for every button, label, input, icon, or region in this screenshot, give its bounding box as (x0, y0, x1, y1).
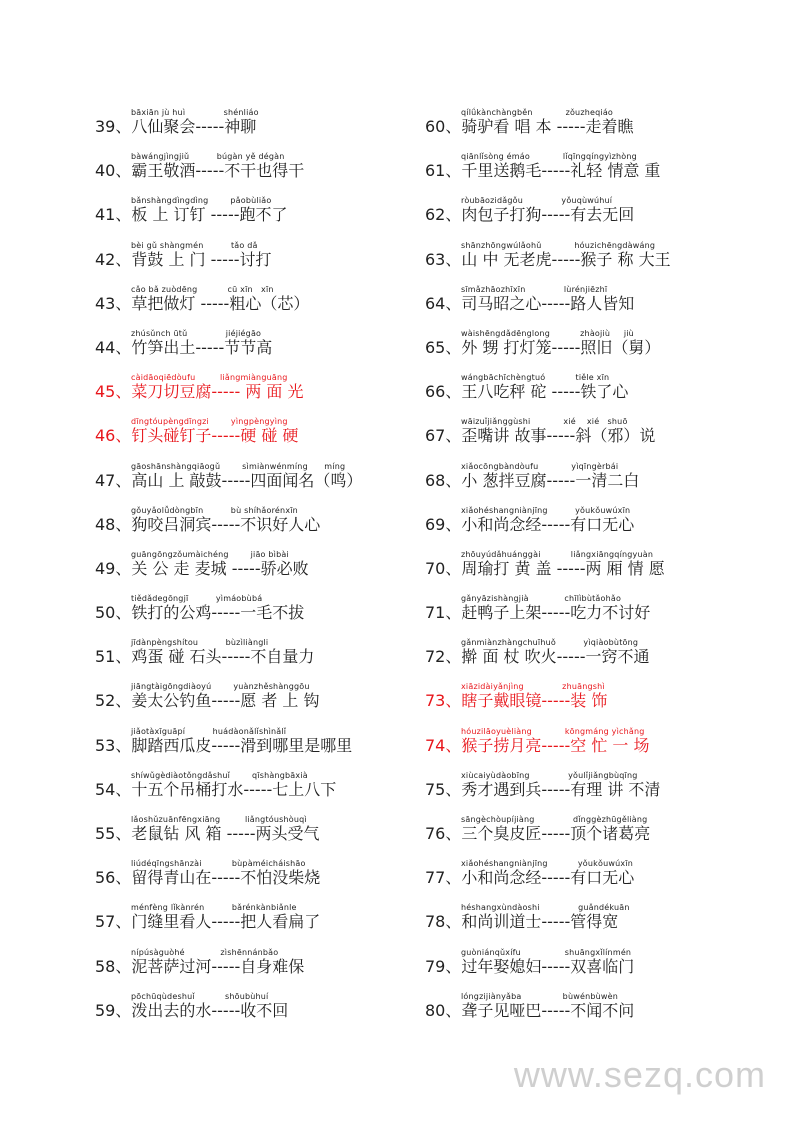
pinyin-annotation: zhōuyúdǎhuánggài liǎngxiāngqíngyuàn (461, 549, 654, 559)
proverb-item (425, 992, 785, 1036)
pinyin-annotation: cǎo bǎ zuòdēng cū xīn xīn (131, 284, 274, 294)
proverb-item (425, 948, 785, 992)
pinyin-annotation: liúdéqīngshānzài bùpàméicháishāo (131, 859, 306, 869)
pinyin-annotation: hóuzilāoyuèliàng kōngmáng yìchǎng (461, 726, 645, 736)
proverb-line (425, 559, 665, 579)
right-column (425, 108, 785, 1036)
item-number: 75、 (425, 779, 462, 799)
proverb-item (95, 241, 405, 285)
proverb-item (95, 373, 405, 417)
proverb-text: 八仙聚会-----神聊 (131, 117, 257, 136)
item-number: 48、 (95, 514, 132, 534)
proverb-line (425, 117, 634, 137)
proverb-item (95, 859, 405, 903)
proverb-line (95, 647, 314, 667)
proverb-item (425, 241, 785, 285)
item-number: 53、 (95, 735, 132, 755)
proverb-text: 姜太公钓鱼-----愿 者 上 钩 (131, 691, 320, 711)
proverb-item (425, 771, 785, 815)
pinyin-annotation: qiānlǐsòng émáo lǐqīngqíngyìzhòng (461, 152, 637, 162)
proverb-text: 司马昭之心-----路人皆知 (461, 293, 635, 313)
item-number: 64、 (425, 293, 462, 313)
proverb-item (425, 152, 785, 196)
proverb-item (95, 108, 405, 152)
proverb-text: 泼出去的水-----收不回 (131, 1000, 289, 1020)
proverb-line (95, 868, 320, 888)
pinyin-annotation: xiāzidàiyǎnjìng zhuāngshì (461, 682, 605, 692)
proverb-line (425, 382, 628, 402)
proverb-text: 小和尚念经-----有口无心 (461, 514, 635, 534)
pinyin-annotation: jīdànpèngshítou bùzìliàngli (131, 638, 269, 648)
proverb-item (95, 771, 405, 815)
proverb-text: 高山 上 敲鼓-----四面闻名（鸣） (131, 470, 363, 490)
item-number: 61、 (425, 161, 462, 181)
item-number: 57、 (95, 912, 132, 932)
proverb-line (425, 161, 660, 181)
proverb-line (95, 912, 320, 932)
item-number: 66、 (425, 382, 462, 402)
proverb-text: 瞎子戴眼镜-----装 饰 (461, 691, 608, 711)
proverb-item (95, 550, 405, 594)
pinyin-annotation: ròubāozidǎgǒu yǒuqùwúhuí (461, 196, 613, 206)
item-number: 44、 (95, 337, 132, 357)
proverb-text: 擀 面 杖 吹火-----一窍不通 (461, 647, 650, 667)
proverb-text: 赶鸭子上架-----吃力不讨好 (461, 603, 651, 623)
proverb-text: 三个臭皮匠-----顶个诸葛亮 (461, 824, 651, 843)
proverb-line (425, 250, 671, 270)
item-number: 80、 (425, 1000, 462, 1020)
proverb-item (95, 727, 405, 771)
item-number: 74、 (425, 735, 462, 755)
item-number: 54、 (95, 779, 132, 799)
proverb-item (425, 462, 785, 506)
item-number: 79、 (425, 956, 462, 976)
item-number: 59、 (95, 1000, 132, 1020)
proverb-item (425, 506, 785, 550)
proverb-item (425, 285, 785, 329)
proverb-line (95, 824, 320, 844)
proverb-item (425, 727, 785, 771)
item-number: 69、 (425, 514, 462, 534)
pinyin-annotation: wāizuǐjiǎnggùshi xié xié shuō (461, 417, 628, 427)
proverb-line (95, 691, 320, 711)
pinyin-annotation: nípúsàguòhé zìshēnnánbǎo (131, 947, 279, 957)
item-number: 67、 (425, 426, 462, 446)
proverb-item (425, 550, 785, 594)
proverb-text: 骑驴看 唱 本 -----走着瞧 (461, 117, 634, 136)
proverb-line (425, 691, 607, 711)
proverb-item (95, 903, 405, 947)
item-number: 43、 (95, 293, 132, 313)
watermark: www.sezq.com (513, 1054, 766, 1095)
item-number: 62、 (425, 205, 462, 225)
pinyin-annotation: jiāngtàigōngdiàoyú yuànzhěshànggōu (131, 682, 310, 692)
pinyin-annotation: wángbāchīchèngtuó tiěle xīn (461, 373, 610, 383)
item-number: 56、 (95, 868, 132, 888)
pinyin-annotation: zhúsǔnch ūtǔ jiéjiégāo (131, 328, 262, 338)
item-number: 60、 (425, 117, 462, 136)
item-number: 42、 (95, 249, 132, 269)
pinyin-annotation: bèi gǔ shàngmén tǎo dǎ (131, 240, 258, 250)
proverb-text: 和尚训道士-----管得宽 (461, 912, 619, 932)
pinyin-annotation: xiǎohéshangniànjīng yǒukǒuwúxīn (461, 505, 631, 515)
proverb-text: 鸡蛋 碰 石头-----不自量力 (131, 647, 315, 667)
proverb-line (95, 736, 352, 756)
proverb-line (425, 294, 634, 314)
item-number: 47、 (95, 470, 132, 490)
proverb-line (95, 338, 272, 358)
pinyin-annotation: tiědǎdegōngjī yìmáobùbá (131, 594, 263, 604)
proverb-text: 板 上 订钉 -----跑不了 (131, 205, 288, 225)
pinyin-annotation: xiùcaiyùdàobīng yǒulǐjiǎngbùqīng (461, 770, 638, 780)
item-number: 63、 (425, 249, 462, 269)
item-number: 70、 (425, 558, 462, 578)
proverb-text: 千里送鹅毛-----礼轻 情意 重 (461, 161, 661, 181)
proverb-text: 十五个吊桶打水-----七上八下 (131, 779, 337, 799)
proverb-line (95, 471, 362, 491)
proverb-line (95, 780, 336, 800)
item-number: 50、 (95, 603, 132, 623)
proverb-item (95, 462, 405, 506)
proverb-text: 泥菩萨过河-----自身难保 (131, 956, 305, 976)
proverb-text: 霸王敬酒-----不干也得干 (131, 161, 305, 181)
proverb-line (425, 471, 639, 491)
pinyin-annotation: héshangxùndàoshi guǎndékuān (461, 903, 630, 913)
proverb-line (425, 912, 618, 932)
proverb-item (95, 992, 405, 1036)
pinyin-annotation: xiǎocōngbàndòufu yìqīngèrbái (461, 461, 619, 471)
proverb-text: 竹笋出土-----节节高 (131, 337, 273, 357)
proverb-line (95, 603, 304, 623)
proverb-text: 过年娶媳妇-----双喜临门 (461, 956, 635, 976)
proverb-item (425, 815, 785, 859)
proverb-item (425, 682, 785, 726)
proverb-text: 钉头碰钉子-----硬 碰 硬 (131, 426, 299, 446)
item-number: 39、 (95, 117, 132, 136)
item-number: 51、 (95, 647, 132, 667)
proverb-line (95, 250, 272, 270)
pinyin-annotation: càidāoqiēdòufu liǎngmiànguāng (131, 373, 288, 383)
proverb-item (425, 594, 785, 638)
pinyin-annotation: ménfèng lǐkànrén bǎrénkànbiǎnle (131, 903, 297, 913)
proverb-line (95, 426, 298, 446)
item-number: 71、 (425, 603, 462, 623)
pinyin-annotation: bāxiān jù huì shénliáo (131, 108, 259, 117)
proverb-text: 背鼓 上 门 -----讨打 (131, 249, 272, 269)
proverb-item (95, 285, 405, 329)
proverb-line (425, 957, 634, 977)
proverb-text: 歪嘴讲 故事-----斜（邪）说 (461, 426, 656, 446)
proverb-text: 猴子捞月亮-----空 忙 一 场 (461, 735, 650, 755)
item-number: 58、 (95, 956, 132, 976)
pinyin-annotation: shānzhōngwúlǎohǔ hóuzichēngdàwáng (461, 240, 656, 250)
item-number: 52、 (95, 691, 132, 711)
proverb-line (95, 382, 304, 402)
proverb-text: 秀才遇到兵-----有理 讲 不清 (461, 779, 661, 799)
pinyin-annotation: guòniánqǔxífu shuāngxǐlínmén (461, 947, 632, 957)
proverb-line (425, 426, 655, 446)
item-number: 65、 (425, 337, 462, 357)
pinyin-annotation: guāngōngzǒumàichéng jiāo bìbài (131, 549, 289, 559)
proverb-text: 脚踏西瓜皮-----滑到哪里是哪里 (131, 735, 353, 755)
proverb-text: 草把做灯 -----粗心（芯） (131, 293, 310, 313)
proverb-item (425, 903, 785, 947)
left-column (95, 108, 405, 1036)
pinyin-annotation: jiǎotàxīguāpí huádàonǎlǐshìnǎlǐ (131, 726, 287, 736)
pinyin-annotation: sīmǎzhāozhīxīn lùrénjiēzhī (461, 284, 608, 294)
proverb-item (425, 417, 785, 461)
pinyin-annotation: gǎnyāzishàngjià chīlìbùtǎohǎo (461, 594, 622, 604)
pinyin-annotation: gǎnmiànzhàngchuīhuǒ yìqiàobùtōng (461, 638, 639, 648)
proverb-line (95, 294, 309, 314)
proverb-item (95, 594, 405, 638)
proverb-text: 关 公 走 麦城 -----骄必败 (131, 558, 309, 578)
proverb-line (425, 603, 650, 623)
proverb-text: 老鼠钻 风 箱 -----两头受气 (131, 824, 320, 843)
proverb-text: 门缝里看人-----把人看扁了 (131, 912, 321, 932)
pinyin-annotation: gǒuyǎolǚdòngbīn bù shíhǎorénxīn (131, 505, 298, 515)
item-number: 77、 (425, 868, 462, 888)
proverb-text: 外 甥 打灯笼-----照旧（舅） (461, 337, 661, 357)
item-number: 73、 (425, 691, 462, 711)
proverb-line (425, 647, 650, 667)
item-number: 55、 (95, 824, 132, 843)
item-number: 45、 (95, 382, 132, 402)
pinyin-annotation: gāoshānshàngqiāogǔ sìmiànwénmíng míng (131, 461, 346, 471)
pinyin-annotation: dīngtóupèngdīngzi yìngpèngyìng (131, 417, 288, 427)
pinyin-annotation: sāngèchòupíjiàng dǐnggèzhūgěliàng (461, 815, 648, 824)
proverb-item (425, 373, 785, 417)
proverb-item (95, 638, 405, 682)
item-number: 68、 (425, 470, 462, 490)
proverb-item (95, 682, 405, 726)
proverb-item (95, 815, 405, 859)
proverb-text: 肉包子打狗-----有去无回 (461, 205, 635, 225)
item-number: 49、 (95, 558, 132, 578)
pinyin-annotation: xiǎohéshangniànjīng yǒukǒuwúxīn (461, 859, 634, 869)
proverb-line (425, 868, 634, 888)
proverb-line (95, 1001, 288, 1021)
proverb-text: 聋子见哑巴-----不闻不问 (461, 1000, 635, 1020)
proverb-line (95, 957, 304, 977)
item-number: 41、 (95, 205, 132, 225)
proverb-item (425, 108, 785, 152)
pinyin-annotation: wàishēngdǎdēnglong zhàojiù jiù (461, 328, 634, 338)
item-number: 46、 (95, 426, 132, 446)
pinyin-annotation: shíwǔgèdiàotǒngdǎshuǐ qīshàngbāxià (131, 770, 308, 780)
pinyin-annotation: qílǘkànchàngběn zǒuzheqiáo (461, 108, 614, 117)
proverb-text: 菜刀切豆腐----- 两 面 光 (131, 382, 304, 402)
proverb-text: 铁打的公鸡-----一毛不拔 (131, 603, 305, 623)
proverb-text: 山 中 无老虎-----猴子 称 大王 (461, 249, 671, 269)
proverb-text: 小和尚念经-----有口无心 (461, 868, 635, 888)
proverb-line (95, 205, 288, 225)
proverb-item (95, 948, 405, 992)
proverb-text: 周瑜打 黄 盖 -----两 厢 情 愿 (461, 558, 665, 578)
proverb-item (425, 196, 785, 240)
proverb-line (425, 338, 660, 358)
proverb-line (425, 736, 650, 756)
proverb-item (95, 329, 405, 373)
pinyin-annotation: bàwángjìngjiǔ búgàn yě dégàn (131, 152, 285, 162)
proverb-line (425, 1001, 634, 1021)
proverb-line (425, 205, 634, 225)
item-number: 72、 (425, 647, 462, 667)
proverb-item (425, 329, 785, 373)
proverb-line (95, 515, 320, 535)
proverb-item (95, 196, 405, 240)
proverb-item (425, 859, 785, 903)
pinyin-annotation: pōchūqùdeshuǐ shōubùhuí (131, 991, 269, 1001)
proverb-item (95, 417, 405, 461)
proverb-line (425, 780, 660, 800)
item-number: 40、 (95, 161, 132, 181)
item-number: 76、 (425, 824, 462, 843)
proverb-item (95, 152, 405, 196)
proverb-line (95, 117, 256, 137)
proverb-line (95, 161, 304, 181)
proverb-text: 王八吃秤 砣 -----铁了心 (461, 382, 629, 402)
proverb-text: 狗咬吕洞宾-----不识好人心 (131, 514, 321, 534)
proverb-line (425, 515, 634, 535)
pinyin-annotation: lǎoshǔzuānfēngxiāng liǎngtóushòuqì (131, 815, 307, 824)
proverb-line (425, 824, 650, 844)
pinyin-annotation: bǎnshàngdìngdìng pǎobùliǎo (131, 196, 272, 206)
proverb-item (425, 638, 785, 682)
proverb-line (95, 559, 309, 579)
item-number: 78、 (425, 912, 462, 932)
proverb-text: 留得青山在-----不怕没柴烧 (131, 868, 321, 888)
pinyin-annotation: lóngzijiànyǎba bùwénbùwèn (461, 991, 619, 1001)
proverb-text: 小 葱拌豆腐-----一清二白 (461, 470, 640, 490)
proverb-item (95, 506, 405, 550)
